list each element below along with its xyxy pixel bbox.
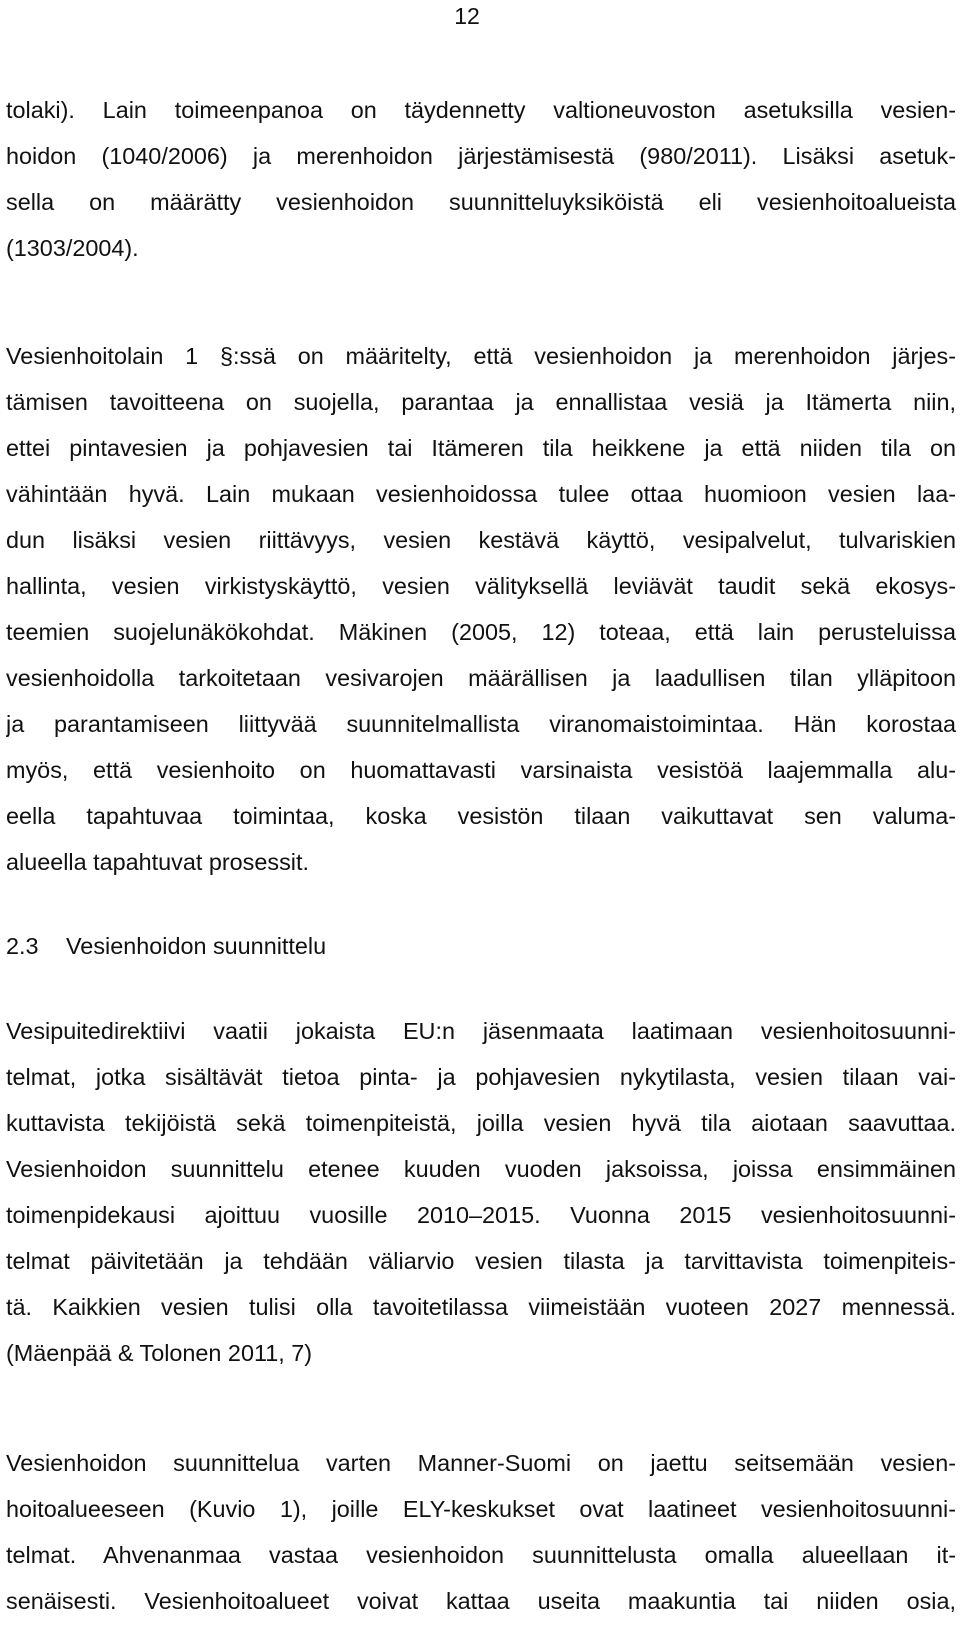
text-line: ja parantamiseen liittyvää suunnitelmallista viranomaistoimintaa. Hän korostaa [6,711,956,737]
text-line: sella on määrätty vesienhoidon suunnitteluyksiköistä eli vesienhoitoalueista [6,189,956,215]
text-line: telmat. Ahvenanmaa vastaa vesienhoidon suunnittelusta omalla alueellaan it- [6,1542,956,1568]
text-line: ettei pintavesien ja pohjavesien tai Itämeren tila heikkene ja että niiden tila on [6,435,956,461]
text-line: tämisen tavoitteena on suojella, parantaa ja ennallistaa vesiä ja Itämerta niin, [6,389,956,415]
section-number: 2.3 [6,933,39,959]
text-line: Vesienhoidon suunnittelu etenee kuuden vuoden jaksoissa, joissa ensimmäinen [6,1156,956,1182]
section-heading [6,923,326,969]
paragraph-water-management-objectives [6,333,956,885]
paragraph-water-framework-directive [6,1008,956,1376]
text-line: Vesienhoitolain 1 §:ssä on määritelty, että vesienhoidon ja merenhoidon järjes- [6,343,956,369]
text-line: hoitoalueeseen (Kuvio 1), joille ELY-keskukset ovat laatineet vesienhoitosuunni- [6,1496,956,1522]
text-line: myös, että vesienhoito on huomattavasti varsinaista vesistöä laajemmalla alu- [6,757,956,783]
text-line: Vesienhoidon suunnittelua varten Manner-Suomi on jaettu seitsemään vesien- [6,1450,956,1476]
text-line: hallinta, vesien virkistyskäyttö, vesien välityksellä leviävät taudit sekä ekosys- [6,573,956,599]
text-line: Vesipuitedirektiivi vaatii jokaista EU:n jäsenmaata laatimaan vesienhoitosuunni- [6,1018,956,1044]
text-line: tolaki). Lain toimeenpanoa on täydennetty valtioneuvoston asetuksilla vesien- [6,97,956,123]
paragraph-water-management-acts [6,87,956,271]
text-line: eella tapahtuvaa toimintaa, koska vesistön tilaan vaikuttavat sen valuma- [6,803,956,829]
text-line: alueella tapahtuvat prosessit. [6,849,309,875]
text-line: teemien suojelunäkökohdat. Mäkinen (2005, 12) toteaa, että lain perusteluissa [6,619,956,645]
text-line: dun lisäksi vesien riittävyys, vesien kestävä käyttö, vesipalvelut, tulvariskien [6,527,956,553]
section-title: Vesienhoidon suunnittelu [66,933,327,959]
paragraph-water-management-areas [6,1440,956,1624]
text-line: senäisesti. Vesienhoitoalueet voivat kattaa useita maakuntia tai niiden osia, [6,1588,956,1614]
text-line: kuttavista tekijöistä sekä toimenpiteistä, joilla vesien hyvä tila aiotaan saavuttaa. [6,1110,956,1136]
text-line: tä. Kaikkien vesien tulisi olla tavoitetilassa viimeistään vuoteen 2027 mennessä. [6,1294,956,1320]
text-line: vesienhoidolla tarkoitetaan vesivarojen määrällisen ja laadullisen tilan ylläpitoon [6,665,956,691]
text-line: (1303/2004). [6,235,139,261]
text-line: (Mäenpää & Tolonen 2011, 7) [6,1340,313,1366]
text-line: telmat, jotka sisältävät tietoa pinta- ja pohjavesien nykytilasta, vesien tilaan vai- [6,1064,956,1090]
text-line: hoidon (1040/2006) ja merenhoidon järjestämisestä (980/2011). Lisäksi asetuk- [6,143,956,169]
page-number: 12 [454,3,480,29]
text-line: toimenpidekausi ajoittuu vuosille 2010–2015. Vuonna 2015 vesienhoitosuunni- [6,1202,956,1228]
text-line: telmat päivitetään ja tehdään väliarvio vesien tilasta ja tarvittavista toimenpiteis- [6,1248,956,1274]
text-line: vähintään hyvä. Lain mukaan vesienhoidossa tulee ottaa huomioon vesien laa- [6,481,956,507]
